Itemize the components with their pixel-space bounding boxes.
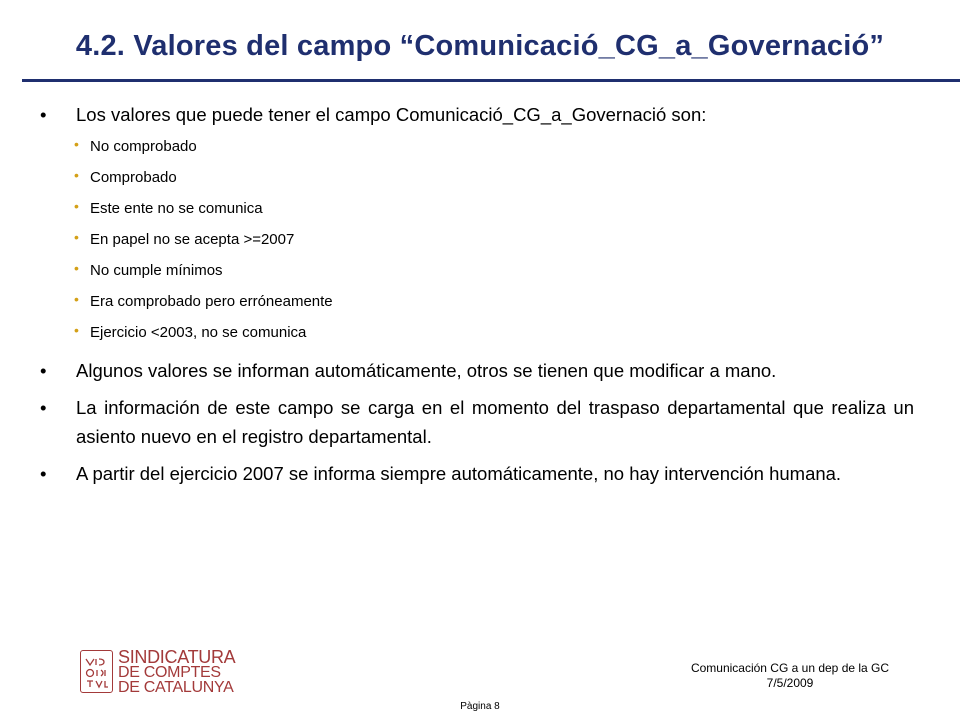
footer-info bbox=[640, 661, 940, 691]
bullet-text: Algunos valores se informan automáticamente, otros se tienen que modificar a mano. bbox=[76, 360, 777, 381]
sub-bullet-dot: • bbox=[74, 322, 79, 338]
slide-title: 4.2. Valores del campo “Comunicació_CG_a_Governació” bbox=[75, 30, 885, 62]
logo-text bbox=[118, 647, 236, 696]
bullet-dot: • bbox=[40, 360, 47, 381]
bullet-dot: • bbox=[40, 104, 47, 125]
bullet-text: A partir del ejercicio 2007 se informa siempre automáticamente, no hay intervención humana. bbox=[76, 463, 842, 484]
value-text: No comprobado bbox=[90, 138, 197, 155]
footer-doc-title: Comunicación CG a un dep de la GC bbox=[690, 661, 890, 675]
value-item bbox=[38, 255, 914, 286]
value-text: Ejercicio <2003, no se comunica bbox=[90, 324, 307, 341]
value-item bbox=[38, 162, 914, 193]
page-number: Pàgina 8 bbox=[460, 701, 500, 712]
value-item bbox=[38, 224, 914, 255]
value-text: No cumple mínimos bbox=[90, 262, 223, 279]
bullet-point bbox=[38, 393, 914, 451]
value-text: Era comprobado pero erróneamente bbox=[90, 293, 333, 310]
value-item bbox=[38, 131, 914, 162]
footer-date: 7/5/2009 bbox=[766, 676, 814, 690]
value-item bbox=[38, 317, 914, 348]
value-text: Este ente no se comunica bbox=[90, 200, 263, 217]
bullet-dot: • bbox=[40, 397, 47, 418]
value-item bbox=[38, 286, 914, 317]
slide-content bbox=[38, 100, 914, 488]
logo-line: SINDICATURA bbox=[118, 647, 236, 667]
seal-icon bbox=[80, 650, 113, 693]
sub-bullet-dot: • bbox=[74, 291, 79, 307]
logo-line: DE COMPTES bbox=[118, 664, 221, 681]
bullet-dot: • bbox=[40, 463, 47, 484]
bullet-point bbox=[38, 356, 914, 385]
bullet-point bbox=[38, 459, 914, 488]
sub-bullet-dot: • bbox=[74, 260, 79, 276]
value-item bbox=[38, 193, 914, 224]
bullet-text: Los valores que puede tener el campo Comunicació_CG_a_Governació son: bbox=[76, 104, 707, 125]
sub-bullet-dot: • bbox=[74, 229, 79, 245]
sub-bullet-dot: • bbox=[74, 136, 79, 152]
bullet-intro bbox=[38, 100, 914, 129]
sindicatura-logo bbox=[80, 647, 240, 698]
logo-line: DE CATALUNYA bbox=[118, 679, 234, 696]
value-text: Comprobado bbox=[90, 169, 177, 186]
value-text: En papel no se acepta >=2007 bbox=[90, 231, 295, 248]
title-rule bbox=[22, 79, 960, 82]
sub-bullet-dot: • bbox=[74, 167, 79, 183]
bullet-text: La información de este campo se carga en el momento del traspaso departamental que realiza un asiento nuevo en el registro departamental. bbox=[76, 397, 914, 447]
sub-bullet-dot: • bbox=[74, 198, 79, 214]
